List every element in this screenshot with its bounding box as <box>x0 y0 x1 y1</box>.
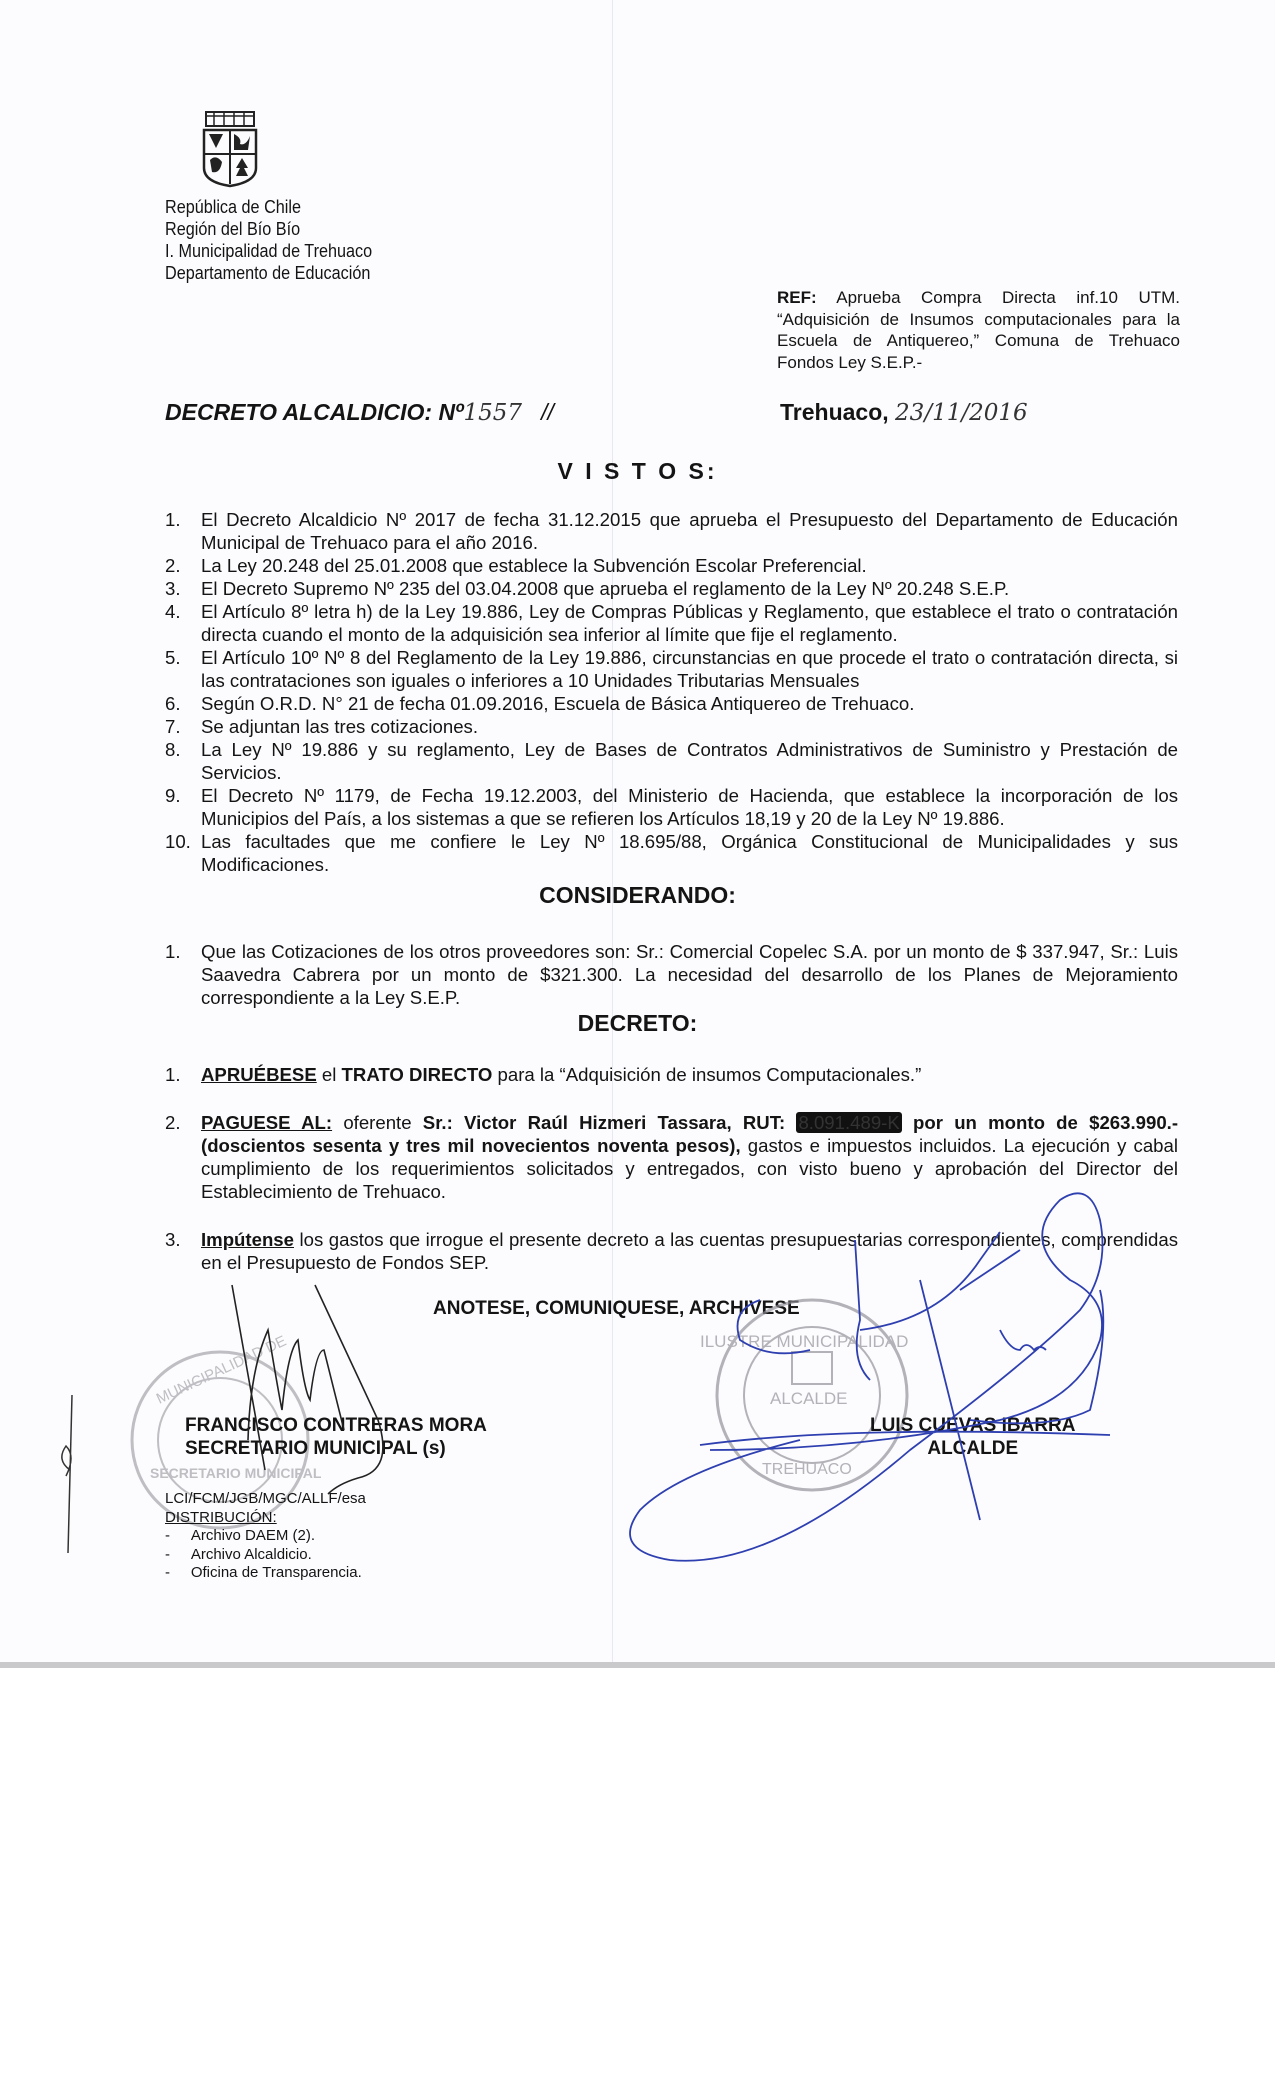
scan-edge <box>0 1662 1275 1668</box>
reference-block <box>777 287 1180 373</box>
list-item: 1. Que las Cotizaciones de los otros proveedores son: Sr.: Comercial Copelec S.A. por un monto de $ 337.947, Sr.: Luis Saavedra Cabrera por un monto de $321.300. La necesidad del desarrollo de los Planes de Mejoramiento correspondiente a la Ley S.E.P. <box>165 941 1178 1008</box>
list-item: 5. El Artículo 10º Nº 8 del Reglamento de la Ley 19.886, circunstancias en que procede el trato o contratación directa, si las contrataciones son iguales o inferiores a 10 Unidades Tributarias Mensuales <box>165 647 1178 691</box>
decreto-list-3 <box>165 1228 1178 1274</box>
secretary-signature-block <box>185 1414 487 1460</box>
secretary-role: SECRETARIO MUNICIPAL (s) <box>185 1438 446 1459</box>
mayor-signature-block <box>870 1414 1076 1460</box>
list-item: 1. El Decreto Alcaldicio Nº 2017 de fecha 31.12.2015 que aprueba el Presupuesto del Departamento de Educación Municipal de Trehuaco para el año 2016. <box>165 509 1178 553</box>
closing-formula: ANOTESE, COMUNIQUESE, ARCHIVESE <box>433 1298 800 1319</box>
decree-number <box>165 399 554 426</box>
list-item: 3. Impútense los gastos que irrogue el presente decreto a las cuentas presupuestarias correspondientes, comprendidas en el Presupuesto de Fondos SEP. <box>165 1229 1178 1273</box>
ref-label: REF: <box>777 288 817 307</box>
list-item: 2. PAGUESE AL: oferente Sr.: Victor Raúl Hizmeri Tassara, RUT: 8.091.489-K por un monto de $263.990.- (doscientos sesenta y tres mil novecientos noventa pesos), gastos e impuestos incluidos. La ejecución y cabal cumplimiento de los requerimientos solicitados y entregados, con visto bueno y aprobación del Director del Establecimiento de Trehuaco. <box>165 1112 1179 1202</box>
header-line: República de Chile <box>165 197 301 217</box>
list-item: 1. APRUÉBESE el TRATO DIRECTO para la “Adquisición de insumos Computacionales.” <box>165 1064 922 1085</box>
decree-suffix: // <box>541 399 554 425</box>
stamp-left-ring: MUNICIPALIDAD DE <box>153 1332 290 1408</box>
header-line: I. Municipalidad de Trehuaco <box>165 241 373 261</box>
list-item: 4. El Artículo 8º letra h) de la Ley 19.886, Ley de Compras Públicas y Reglamento, que establece el trato o contratación directa cuando el monto de la adquisición sea inferior al límite que fije el reglamento. <box>165 601 1178 645</box>
vistos-list <box>165 508 1178 876</box>
date-handwritten: 23/11/2016 <box>895 400 1028 426</box>
mayor-name: LUIS CUEVAS IBARRA <box>870 1415 1076 1436</box>
decree-label: DECRETO ALCALDICIO: Nº <box>165 399 464 425</box>
header-line: Departamento de Educación <box>165 263 371 283</box>
distribution-item: - Archivo Alcaldicio. <box>165 1545 312 1563</box>
decreto-list-2 <box>165 1111 1178 1203</box>
initials-mark <box>62 1395 72 1553</box>
considerando-title: CONSIDERANDO: <box>539 882 736 908</box>
decree-date <box>780 399 1028 426</box>
stamp-right-ring: ILUSTRE MUNICIPALIDAD <box>700 1332 909 1351</box>
coat-of-arms-icon <box>204 112 256 186</box>
mayor-stamp <box>700 1300 908 1490</box>
distribution-label: DISTRIBUCIÓN: <box>165 1508 277 1526</box>
list-item: 9. El Decreto Nº 1179, de Fecha 19.12.2003, del Ministerio de Hacienda, que establece la incorporación de los Municipios del País, a los sistemas a que se refieren los Artículos 18,19 y 20 de la Ley Nº 19.886. <box>165 785 1178 829</box>
redacted-rut: 8.091.489-K <box>798 1112 900 1133</box>
mayor-role: ALCALDE <box>927 1438 1019 1459</box>
secretary-name: FRANCISCO CONTRERAS MORA <box>185 1415 487 1436</box>
header-line: Región del Bío Bío <box>165 219 301 239</box>
institution-header <box>165 196 372 284</box>
footer-block <box>165 1490 366 1583</box>
list-item: 8. La Ley Nº 19.886 y su reglamento, Ley de Bases de Contratos Administrativos de Suministro y Prestación de Servicios. <box>165 739 1178 783</box>
list-item: 6. Según O.R.D. N° 21 de fecha 01.09.2016, Escuela de Básica Antiquereo de Trehuaco. <box>165 693 915 714</box>
decreto-list <box>165 1063 1178 1086</box>
place-label: Trehuaco, <box>780 399 889 425</box>
vistos-title: V I S T O S: <box>557 458 718 484</box>
list-item: 3. El Decreto Supremo Nº 235 del 03.04.2008 que aprueba el reglamento de la Ley Nº 20.248 S.E.P. <box>165 578 1010 599</box>
secretary-signature <box>232 1285 383 1494</box>
decree-number-handwritten: 1557 <box>463 400 522 426</box>
list-item: 7. Se adjuntan las tres cotizaciones. <box>165 716 478 737</box>
stamp-left-inner: SECRETARIO MUNICIPAL <box>150 1465 322 1481</box>
distribution-item: - Archivo DAEM (2). <box>165 1527 316 1544</box>
distribution-item: - Oficina de Transparencia. <box>165 1564 362 1581</box>
initials: LCI/FCM/JGB/MGC/ALLF/esa <box>165 1490 366 1507</box>
stamp-right-inner: ALCALDE <box>770 1389 848 1408</box>
list-item: 10. Las facultades que me confiere le Ley Nº 18.695/88, Orgánica Constitucional de Municipalidades y sus Modificaciones. <box>165 831 1178 875</box>
list-item: 2. La Ley 20.248 del 25.01.2008 que establece la Subvención Escolar Preferencial. <box>165 555 867 576</box>
stamp-right-bottom: TREHUACO <box>762 1461 852 1478</box>
considerando-list <box>165 940 1178 1009</box>
decreto-title: DECRETO: <box>577 1010 698 1036</box>
ref-text: Aprueba Compra Directa inf.10 UTM. “Adquisición de Insumos computacionales para la Escuela de Antiquereo,” Comuna de Trehuaco Fondos Ley S.E.P.- <box>777 288 1180 372</box>
